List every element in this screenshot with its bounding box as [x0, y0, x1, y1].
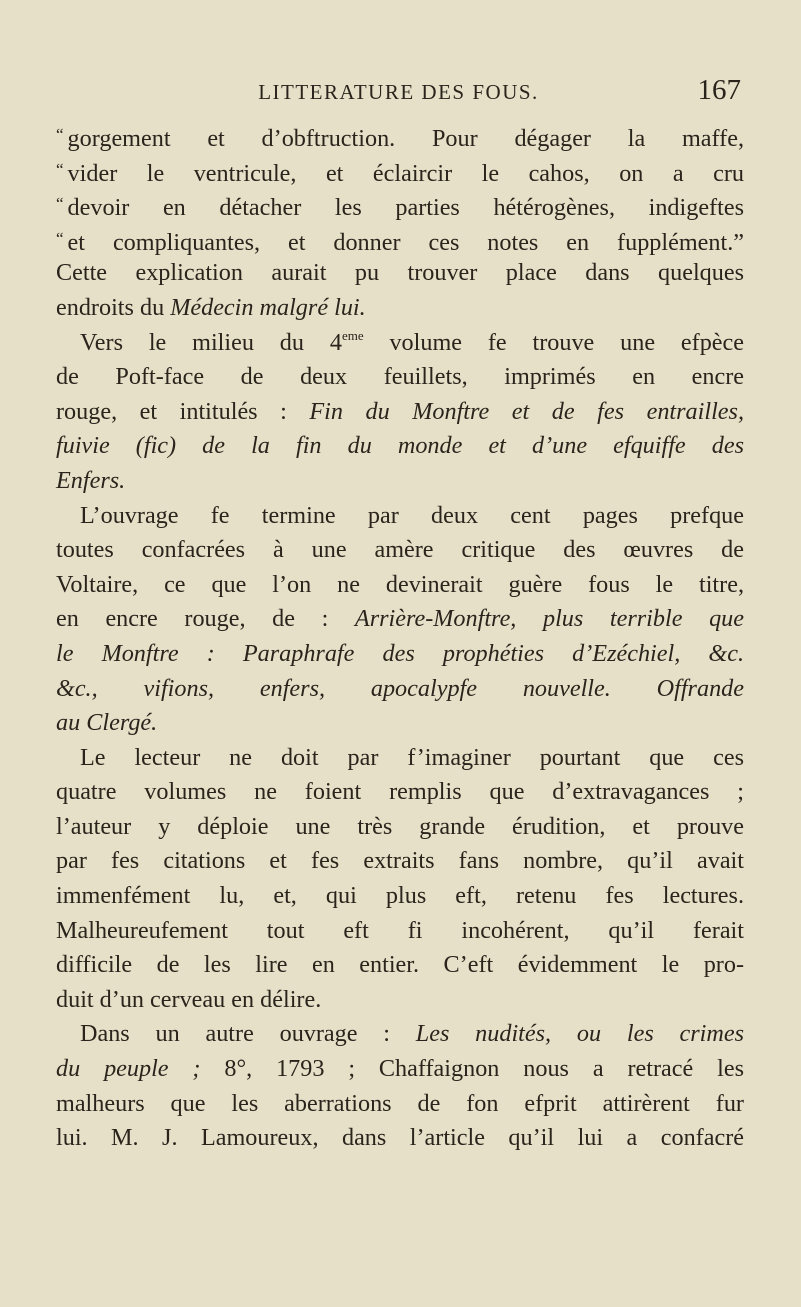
text-line: Voltaire, ce que l’on ne devinerait guère fous le titre, [56, 570, 744, 598]
quote-mark: “ [56, 228, 64, 248]
italic-title: du peuple ; [56, 1055, 201, 1083]
text-line: Vers le milieu du 4eme volume fe trouve une efpèce [80, 327, 744, 356]
text-line [56, 706, 744, 741]
italic-title: &c., vifions, enfers, apocalypfe nouvelle. Offrande [56, 674, 744, 702]
text-line [56, 672, 744, 707]
text-line: Dans un autre ouvrage : Les nudités, ou les crimes [80, 1020, 744, 1048]
italic-title: le Monftre : Paraphrafe des prophéties d’Ezéchiel, &c. [56, 639, 744, 667]
text-line: Malheureufement tout eft fi incohérent, qu’il ferait [56, 916, 744, 944]
text-line: en encre rouge, de : Arrière-Monftre, plus terrible que [56, 605, 744, 633]
text-line: toutes confacrées à une amère critique des œuvres de [56, 536, 744, 564]
page-header [56, 74, 741, 114]
running-title: LITTERATURE DES FOUS. [258, 80, 539, 104]
text-line: malheurs que les aberrations de fon efprit attirèrent fur [56, 1089, 744, 1117]
text-line: lui. M. J. Lamoureux, dans l’article qu’il lui a confacré [56, 1124, 744, 1152]
text-line: duit d’un cerveau en délire. [56, 985, 322, 1013]
text-line: Cette explication aurait pu trouver place dans quelques [56, 259, 744, 287]
page-number: 167 [697, 74, 741, 106]
text-line: Le lecteur ne doit par f’imaginer pourtant que ces [80, 743, 744, 771]
text-line: de Poft-face de deux feuillets, imprimés en encre [56, 363, 744, 391]
text-line: l’auteur y déploie une très grande érudition, et prouve [56, 812, 744, 840]
italic-title: Fin du Monftre et de fes entrailles, [309, 397, 744, 425]
text-line: L’ouvrage fe termine par deux cent pages prefque [80, 501, 744, 529]
text-line [56, 464, 744, 499]
text-line: “ et compliquantes, et donner ces notes en fupplément.” [56, 228, 744, 256]
text-line: “ gorgement et d’obftruction. Pour dégager la maffe, [56, 125, 744, 152]
text-line: rouge, et intitulés : Fin du Monftre et de fes entrailles, [56, 397, 744, 425]
italic-title: fuivie (fic) de la fin du monde et d’une efquiffe des [56, 432, 744, 460]
superscript: eme [341, 327, 364, 343]
text-line: par fes citations et fes extraits fans nombre, qu’il avait [56, 847, 744, 875]
text-line: “ vider le ventricule, et éclaircir le cahos, on a cru [56, 159, 744, 187]
text-line [56, 637, 744, 672]
text-line [56, 429, 744, 464]
text-line: “ devoir en détacher les parties hétérogènes, indigeftes [56, 194, 744, 222]
quote-mark: “ [56, 125, 64, 144]
text-line: difficile de les lire en entier. C’eft évidemment le pro- [56, 951, 744, 979]
text-line: immenfément lu, et, qui plus eft, retenu fes lectures. [56, 882, 744, 910]
quote-mark: “ [56, 159, 64, 179]
text-line: quatre volumes ne foient remplis que d’extravagances ; [56, 778, 744, 806]
italic-title: Les nudités, ou les crimes [415, 1020, 744, 1048]
text-line: endroits du Médecin malgré lui. [56, 293, 366, 321]
quote-mark: “ [56, 194, 64, 214]
italic-title: Médecin malgré lui. [170, 293, 366, 321]
italic-title: au Clergé. [56, 709, 158, 737]
italic-title: Enfers. [56, 466, 126, 494]
italic-title: Arrière-Monftre, plus terrible que [354, 605, 744, 633]
text-line: du peuple ; 8°, 1793 ; Chaffaignon nous a retracé les [56, 1055, 744, 1083]
body-text [56, 118, 744, 1156]
